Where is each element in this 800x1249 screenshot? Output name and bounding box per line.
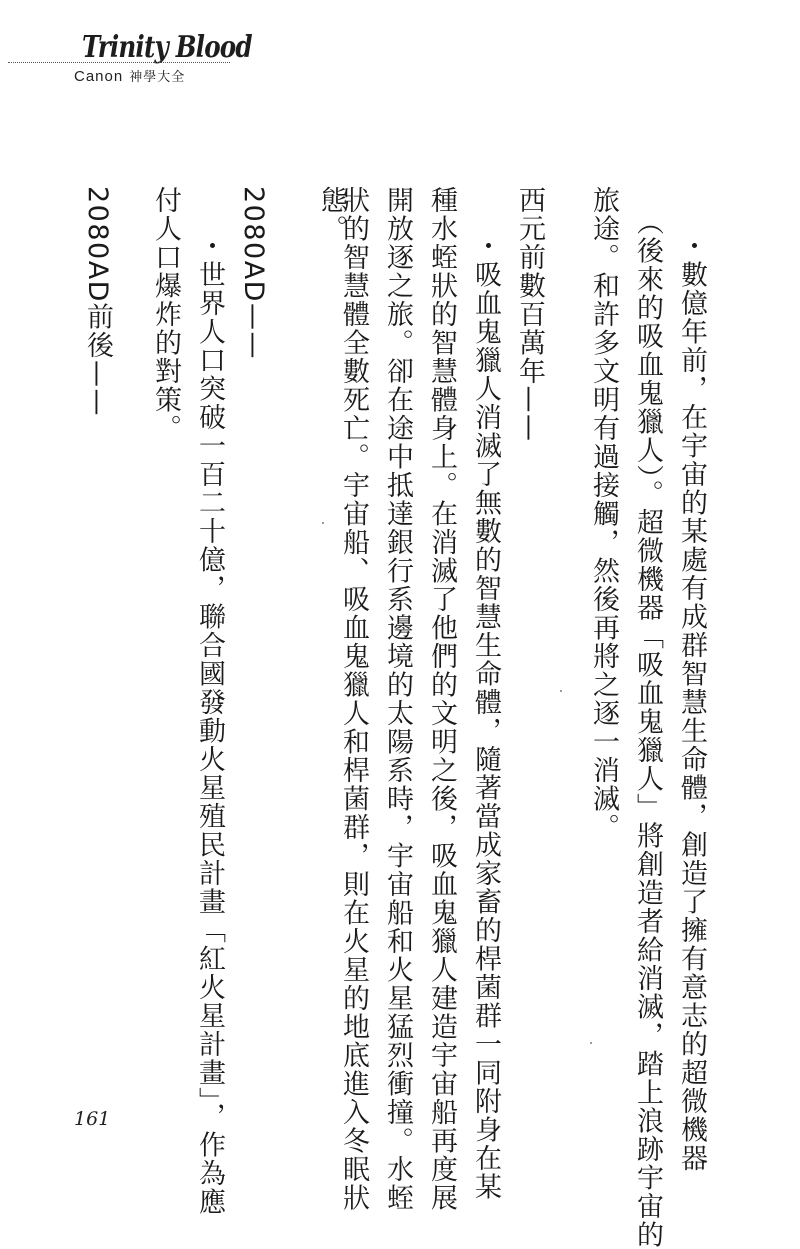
scan-speck	[590, 1042, 592, 1044]
scan-speck	[560, 690, 562, 692]
section-heading-2080ad-approx: 2080AD前後——	[82, 186, 113, 417]
subtitle-chinese: 神學大全	[129, 70, 186, 85]
text-column-8: 狀的智慧體全數死亡。宇宙船、吸血鬼獵人和桿菌群，則在火星的地底進入冬眠狀	[338, 186, 369, 1212]
header-dotted-rule	[8, 62, 230, 63]
scan-speck	[322, 522, 324, 524]
text-column-3: 旅途。和許多文明有過接觸，然後再將之逐一消滅。	[588, 186, 619, 842]
running-header	[0, 20, 300, 90]
text-column-1: ・數億年前，在宇宙的某處有成群智慧生命體，創造了擁有意志的超微機器	[676, 232, 707, 1173]
section-heading-2080ad: 2080AD——	[238, 186, 269, 360]
text-column-5: ・吸血鬼獵人消滅了無數的智慧生命體，隨著當成家畜的桿菌群一同附身在某	[470, 232, 501, 1201]
text-column-2: （後來的吸血鬼獵人）。超微機器「吸血鬼獵人」將創造者給消滅，踏上浪跡宇宙的	[632, 208, 663, 1249]
header-subtitle	[74, 66, 185, 85]
text-column-6: 種水蛭狀的智慧體身上。在消滅了他們的文明之後，吸血鬼獵人建造宇宙船再度展	[426, 186, 457, 1212]
subtitle-english: Canon	[74, 68, 124, 85]
text-column-9: 態。	[316, 186, 347, 243]
text-column-12: 付人口爆炸的對策。	[150, 186, 181, 443]
book-logo: Trinity Blood	[82, 30, 252, 65]
text-column-7: 開放逐之旅。卻在途中抵達銀行系邊境的太陽系時，宇宙船和火星猛烈衝撞。水蛭	[382, 186, 413, 1212]
page-number: 161	[74, 1108, 111, 1130]
text-column-11: ・世界人口突破一百二十億，聯合國發動火星殖民計畫「紅火星計畫」，作為應	[194, 232, 225, 1216]
section-heading-era: 西元前數百萬年——	[514, 186, 545, 443]
